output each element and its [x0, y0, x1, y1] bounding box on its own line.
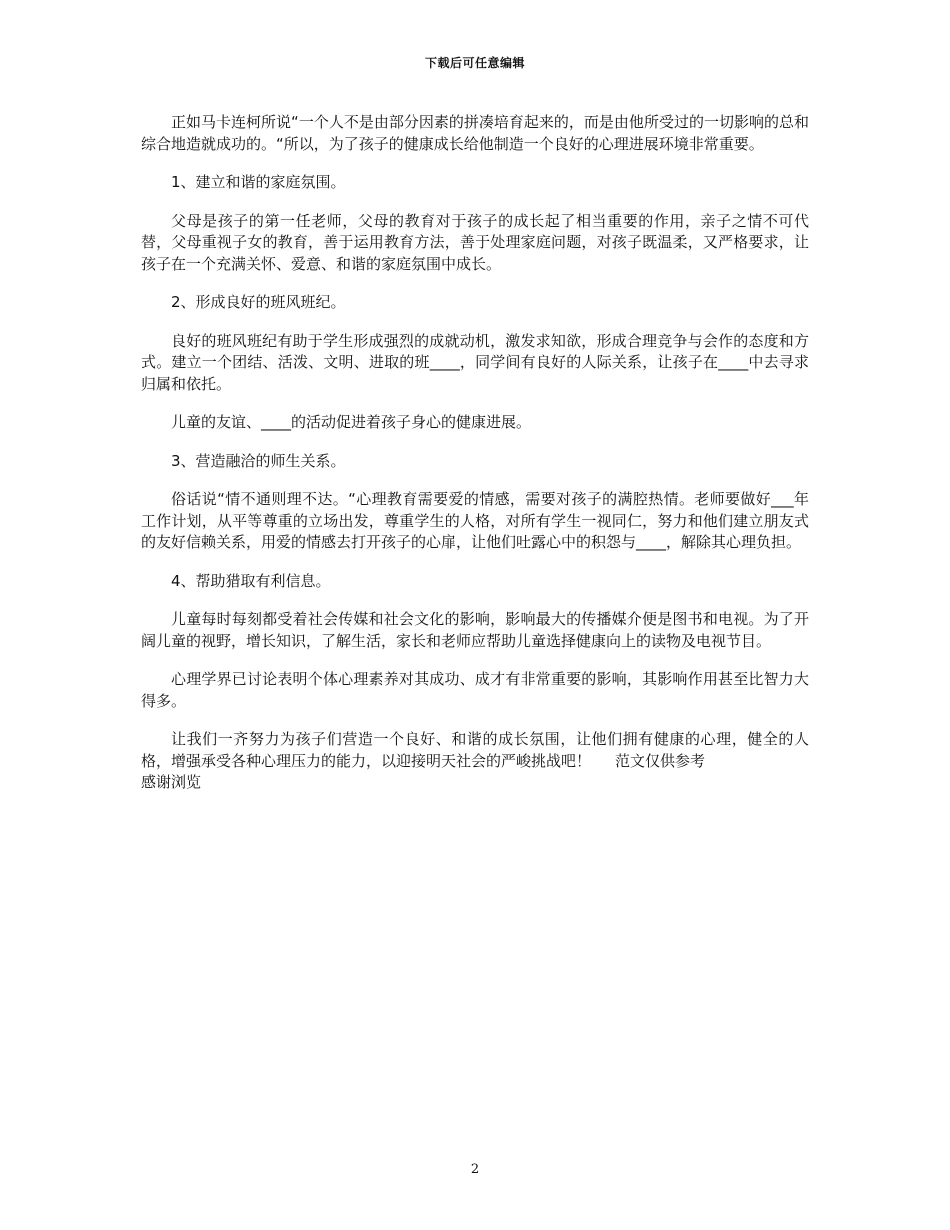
document-body: [141, 112, 809, 811]
paragraph-friendship: 儿童的友谊、____的活动促进着孩子身心的健康进展。: [171, 413, 532, 431]
section-heading-4: 4、帮助猎取有利信息。: [171, 571, 331, 590]
thanks-note: 感谢浏览: [141, 773, 202, 791]
paragraph-information: 儿童每时每刻都受着社会传媒和社会文化的影响，影响最大的传播媒介便是图书和电视。为了开阔儿童的视野，增长知识，了解生活，家长和老师应帮助儿童选择健康向上的读物及电视节目。: [141, 610, 809, 650]
paragraph-family: 父母是孩子的第一任老师，父母的教育对于孩子的成长起了相当重要的作用，亲子之情不可代替，父母重视子女的教育，善于运用教育方法，善于处理家庭问题，对孩子既温柔，又严格要求，让孩子在一个充满关怀、爱意、和谐的家庭氛围中成长。: [141, 211, 809, 273]
paragraph-conclusion: [141, 729, 809, 794]
reference-note: 范文仅供参考: [615, 751, 706, 770]
section-heading-3: 3、营造融洽的师生关系。: [171, 451, 346, 470]
conclusion-text: 让我们一齐努力为孩子们营造一个良好、和谐的成长氛围，让他们拥有健康的心理，健全的人格，增强承受各种心理压力的能力，以迎接明天社会的严峻挑战吧！: [141, 730, 809, 770]
page-header: 下载后可任意编辑: [424, 56, 525, 70]
paragraph-class-culture: 良好的班风班纪有助于学生形成强烈的成就动机，激发求知欲，形成合理竞争与会作的态度和方式。建立一个团结、活泼、文明、进取的班____，同学间有良好的人际关系，让孩子在____中去寻求归属和依托。: [141, 331, 809, 393]
paragraph-psychology: 心理学界已讨论表明个体心理素养对其成功、成才有非常重要的影响，其影响作用甚至比智力大得多。: [141, 670, 809, 710]
section-heading-2: 2、形成良好的班风班纪。: [171, 293, 346, 311]
page-number: 2: [470, 1162, 480, 1177]
paragraph-teacher-student: 俗话说“情不通则理不达。“心理教育需要爱的情感，需要对孩子的满腔热情。老师要做好___年工作计划，从平等尊重的立场出发，尊重学生的人格，对所有学生一视同仁，努力和他们建立朋友式的友好信赖关系，用爱的情感去打开孩子的心扉，让他们吐露心中的积怨与____，解除其心理负担。: [141, 490, 809, 551]
paragraph-intro: 正如马卡连柯所说“一个人不是由部分因素的拼凑培育起来的，而是由他所受过的一切影响的总和综合地造就成功的。“所以，为了孩子的健康成长给他制造一个良好的心理进展环境非常重要。: [141, 113, 809, 153]
section-heading-1: 1、建立和谐的家庭氛围。: [171, 173, 346, 191]
